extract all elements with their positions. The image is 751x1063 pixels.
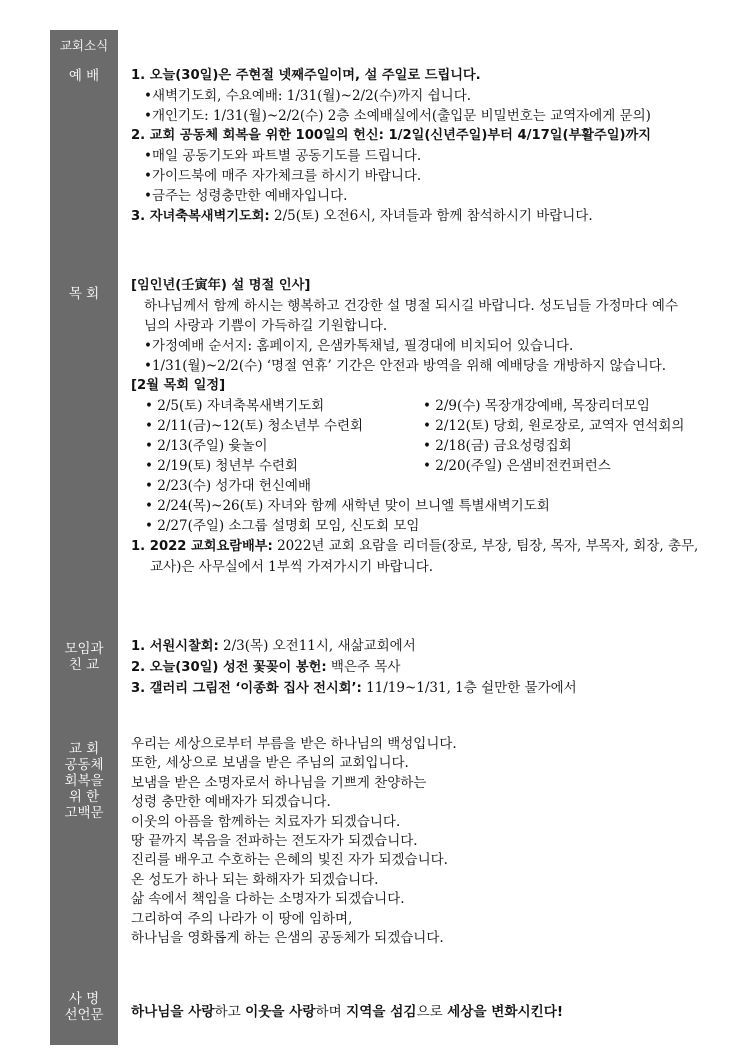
confession-line: 그리하여 주의 나라가 이 땅에 임하며,: [131, 910, 353, 927]
worship-item-2-line: •가이드북에 매주 자가체크를 하시기 바랍니다.: [144, 168, 422, 184]
section-label-news: 교회소식: [59, 38, 109, 53]
section-label-pastoral: 목 회: [68, 286, 100, 302]
schedule-item: • 2/23(수) 성가대 헌신예배: [145, 478, 312, 494]
schedule-row: [131, 436, 698, 456]
schedule-item: • 2/12(토) 당회, 원로장로, 교역자 연석회의: [423, 418, 685, 434]
section-label-fellowship: 모임과 친 교: [64, 641, 104, 673]
worship-section: [131, 66, 651, 227]
worship-item-1-line: •개인기도: 1/31(월)~2/2(수) 2층 소예배실에서(출입문 비밀번호는 교역자에게 문의): [144, 108, 651, 124]
section-label-worship: 예 배: [68, 68, 100, 84]
confession-line: 땅 끝까지 복음을 전파하는 전도자가 되겠습니다.: [131, 833, 418, 850]
worship-item-3: [131, 206, 651, 227]
confession-text: [131, 735, 457, 948]
fellowship-item: [131, 636, 577, 657]
confession-line: 성령 충만한 예배자가 되겠습니다.: [131, 794, 331, 811]
worship-item-3-text: 2/5(토) 오전6시, 자녀들과 함께 참석하시기 바랍니다.: [269, 208, 593, 224]
schedule-item: • 2/5(토) 자녀축복새벽기도회: [145, 398, 325, 414]
mission-part: 세상을 변화시킨다!: [447, 1004, 564, 1020]
mission-part: 하며: [315, 1004, 347, 1020]
sidebar-band: [50, 30, 118, 1045]
greeting-line: 하나님께서 함께 하시는 행복하고 건강한 설 명절 되시길 바랍니다. 성도님들 가정마다 예수: [144, 298, 679, 314]
mission-part: 이웃을 사랑: [245, 1004, 316, 1020]
fellowship-section: [131, 636, 577, 699]
confession-line: 우리는 세상으로부터 부름을 받은 하나님의 백성입니다.: [131, 736, 457, 752]
mission-part: 지역을 섬김: [346, 1004, 417, 1020]
schedule-item: • 2/24(목)~26(토) 자녀와 함께 새학년 맞이 브니엘 특별새벽기도회: [145, 498, 550, 514]
mission-part: 으로: [416, 1004, 448, 1020]
confession-line: 진리를 배우고 수호하는 은혜의 빛진 자가 되겠습니다.: [131, 852, 448, 869]
schedule-item: • 2/13(주일) 윷놀이: [145, 438, 268, 454]
mission-part: 하나님을 사랑: [131, 1004, 215, 1020]
greeting-line: •가정예배 순서지: 홈페이지, 은샘카톡채널, 필경대에 비치되어 있습니다.: [144, 338, 574, 354]
yearbook-text-cont: 교사)은 사무실에서 1부씩 가져가시기 바랍니다.: [150, 559, 434, 575]
fellowship-item: [131, 657, 577, 678]
fellowship-item: [131, 678, 577, 699]
yearbook-notice: [131, 536, 698, 557]
schedule-row: [131, 416, 698, 436]
schedule-row: [131, 456, 698, 476]
fellowship-item-label: 2. 오늘(30일) 성전 꽃꽂이 봉헌:: [131, 660, 327, 675]
fellowship-item-label: 3. 갤러리 그림전 ‘이종화 집사 전시회’:: [131, 681, 362, 696]
worship-item-1-title: 1. 오늘(30일)은 주현절 넷째주일이며, 설 주일로 드립니다.: [131, 68, 481, 83]
confession-line: 온 성도가 하나 되는 화해자가 되겠습니다.: [131, 871, 379, 888]
confession-line: 하나님을 영화롭게 하는 은샘의 공동체가 되겠습니다.: [131, 930, 444, 947]
confession-line: 또한, 세상으로 보냄을 받은 주님의 교회입니다.: [131, 755, 409, 772]
worship-item-2-title: 2. 교회 공동체 회복을 위한 100일의 헌신: 1/2일(신년주일)부터 4/17일(부활주일)까지: [131, 128, 652, 143]
confession-line: 이웃의 아픔을 함께하는 치료자가 되겠습니다.: [131, 813, 401, 830]
schedule-item: • 2/19(토) 청년부 수련회: [145, 458, 298, 474]
schedule-title: [2월 목회 일정]: [131, 378, 226, 393]
greeting-title: [임인년(壬寅年) 설 명절 인사]: [131, 278, 311, 293]
confession-line: 보냄을 받은 소명자로서 하나님을 기쁘게 찬양하는: [131, 774, 427, 791]
pastoral-section: [131, 276, 698, 577]
fellowship-item-text: 11/19~1/31, 1층 쉴만한 물가에서: [361, 680, 577, 696]
schedule-item: • 2/9(수) 목장개강예배, 목장리더모임: [423, 398, 650, 414]
mission-statement: [131, 1002, 563, 1022]
yearbook-label: 1. 2022 교회요람배부:: [131, 539, 273, 554]
schedule-item: • 2/27(주일) 소그룹 설명회 모임, 신도회 모임: [145, 518, 420, 534]
worship-item-3-label: 3. 자녀축복새벽기도회:: [131, 209, 270, 224]
greeting-line: 님의 사랑과 기쁨이 가득하길 기원합니다.: [144, 318, 388, 334]
section-label-mission: 사 명 선언문: [64, 991, 104, 1023]
worship-item-2-line: •금주는 성령충만한 예배자입니다.: [144, 188, 348, 204]
fellowship-item-text: 백은주 목사: [326, 659, 401, 675]
worship-item-2-line: •매일 공동기도와 파트별 공동기도를 드립니다.: [144, 148, 422, 164]
fellowship-item-text: 2/3(목) 오전11시, 새삶교회에서: [218, 638, 416, 654]
schedule-row: [131, 396, 698, 416]
confession-line: 삶 속에서 책임을 다하는 소명자가 되겠습니다.: [131, 891, 405, 908]
yearbook-text: 2022년 교회 요람을 리더들(장로, 부장, 팀장, 목자, 부목자, 회장, 총무,: [272, 538, 699, 554]
schedule-item: • 2/18(금) 금요성령집회: [423, 438, 572, 454]
worship-item-1-line: •새벽기도회, 수요예배: 1/31(월)~2/2(수)까지 쉽니다.: [144, 88, 472, 104]
mission-part: 하고: [214, 1004, 246, 1020]
section-label-confession: 교 회 공동체 회복을 위 한 고백문: [64, 741, 104, 821]
schedule-item: • 2/20(주일) 은샘비전컨퍼런스: [423, 458, 611, 474]
fellowship-item-label: 1. 서원시찰회:: [131, 639, 219, 654]
schedule-item: • 2/11(금)~12(토) 청소년부 수련회: [145, 418, 364, 434]
greeting-line: •1/31(월)~2/2(수) ‘명절 연휴’ 기간은 안전과 방역을 위해 예배당을 개방하지 않습니다.: [144, 358, 667, 374]
